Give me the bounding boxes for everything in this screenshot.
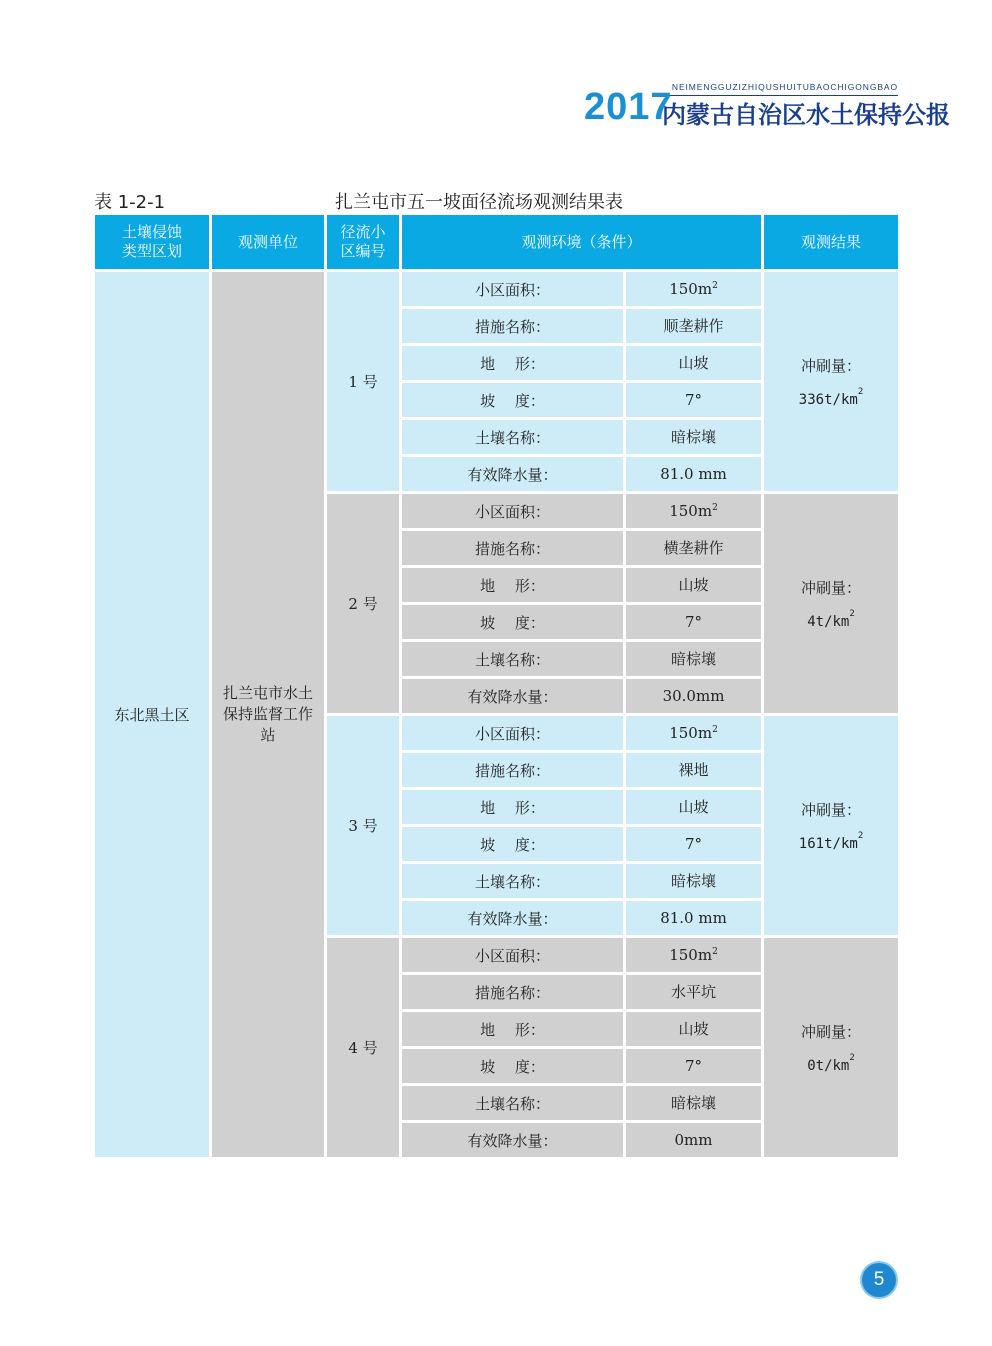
env-value: 0mm [625, 1122, 763, 1159]
env-label: 土壤名称： [401, 419, 625, 456]
env-value: 暗棕壤 [625, 1085, 763, 1122]
header-environment: 观测环境（条件） [401, 214, 763, 271]
unit-cell: 扎兰屯市水土保持监督工作站 [211, 271, 326, 1159]
result-label: 冲刷量： [801, 579, 862, 597]
env-label: 措施名称： [401, 530, 625, 567]
env-label: 坡 度： [401, 604, 625, 641]
plot-id-cell: 1 号 [326, 271, 401, 493]
result-cell [763, 937, 900, 1159]
env-value: $150m^2$ [625, 493, 763, 530]
result-value: $161t/km^2$ [798, 831, 864, 852]
env-value: $150m^2$ [625, 271, 763, 308]
result-label: 冲刷量： [801, 357, 862, 375]
env-label: 小区面积： [401, 271, 625, 308]
env-value: 81.0 mm [625, 456, 763, 493]
env-value: 水平坑 [625, 974, 763, 1011]
result-value: $336t/km^2$ [798, 387, 864, 408]
env-label: 措施名称： [401, 752, 625, 789]
env-label: 坡 度： [401, 826, 625, 863]
table-title: 扎兰屯市五一坡面径流场观测结果表 [335, 192, 623, 213]
result-cell [763, 715, 900, 937]
env-label: 小区面积： [401, 715, 625, 752]
table-row [94, 271, 900, 308]
header-unit: 观测单位 [211, 214, 326, 271]
env-value: 山坡 [625, 1011, 763, 1048]
table-body [94, 271, 900, 1159]
env-label: 土壤名称： [401, 863, 625, 900]
result-value: $4t/km^2$ [807, 609, 855, 630]
header-result: 观测结果 [763, 214, 900, 271]
env-label: 小区面积： [401, 493, 625, 530]
env-value: 横垄耕作 [625, 530, 763, 567]
env-label: 措施名称： [401, 974, 625, 1011]
header-year: 2017 [584, 86, 673, 128]
env-label: 土壤名称： [401, 641, 625, 678]
result-cell [763, 493, 900, 715]
header-title: 内蒙古自治区水土保持公报 [662, 101, 950, 129]
env-value: $150m^2$ [625, 715, 763, 752]
result-value: $0t/km^2$ [807, 1053, 855, 1074]
plot-id-cell: 2 号 [326, 493, 401, 715]
header-plot: 径流小区编号 [326, 214, 401, 271]
env-value: 裸地 [625, 752, 763, 789]
runoff-table [92, 212, 901, 1160]
result-label: 冲刷量： [801, 1023, 862, 1041]
env-value: 山坡 [625, 789, 763, 826]
region-cell: 东北黑土区 [94, 271, 211, 1159]
env-label: 措施名称： [401, 308, 625, 345]
header-pinyin: NEIMENGGUZIZHIQUSHUITUBAOCHIGONGBAO [671, 82, 898, 92]
header-zone: 土壤侵蚀类型区划 [94, 214, 211, 271]
env-label: 地 形： [401, 567, 625, 604]
env-value: 7° [625, 826, 763, 863]
result-cell [763, 271, 900, 493]
env-value: $150m^2$ [625, 937, 763, 974]
table-number: 表 1-2-1 [94, 192, 166, 213]
result-label: 冲刷量： [801, 801, 862, 819]
env-label: 土壤名称： [401, 1085, 625, 1122]
env-value: 7° [625, 382, 763, 419]
plot-id-cell: 3 号 [326, 715, 401, 937]
env-value: 30.0mm [625, 678, 763, 715]
env-value: 山坡 [625, 567, 763, 604]
env-value: 暗棕壤 [625, 863, 763, 900]
env-label: 地 形： [401, 345, 625, 382]
env-value: 7° [625, 604, 763, 641]
env-label: 有效降水量： [401, 456, 625, 493]
env-label: 有效降水量： [401, 678, 625, 715]
env-label: 小区面积： [401, 937, 625, 974]
env-label: 地 形： [401, 1011, 625, 1048]
env-value: 暗棕壤 [625, 641, 763, 678]
env-value: 暗棕壤 [625, 419, 763, 456]
env-label: 有效降水量： [401, 900, 625, 937]
plot-id-cell: 4 号 [326, 937, 401, 1159]
env-label: 坡 度： [401, 382, 625, 419]
env-label: 有效降水量： [401, 1122, 625, 1159]
env-value: 81.0 mm [625, 900, 763, 937]
page-number: 5 [862, 1263, 896, 1297]
env-label: 坡 度： [401, 1048, 625, 1085]
env-value: 7° [625, 1048, 763, 1085]
env-value: 顺垄耕作 [625, 308, 763, 345]
env-value: 山坡 [625, 345, 763, 382]
env-label: 地 形： [401, 789, 625, 826]
